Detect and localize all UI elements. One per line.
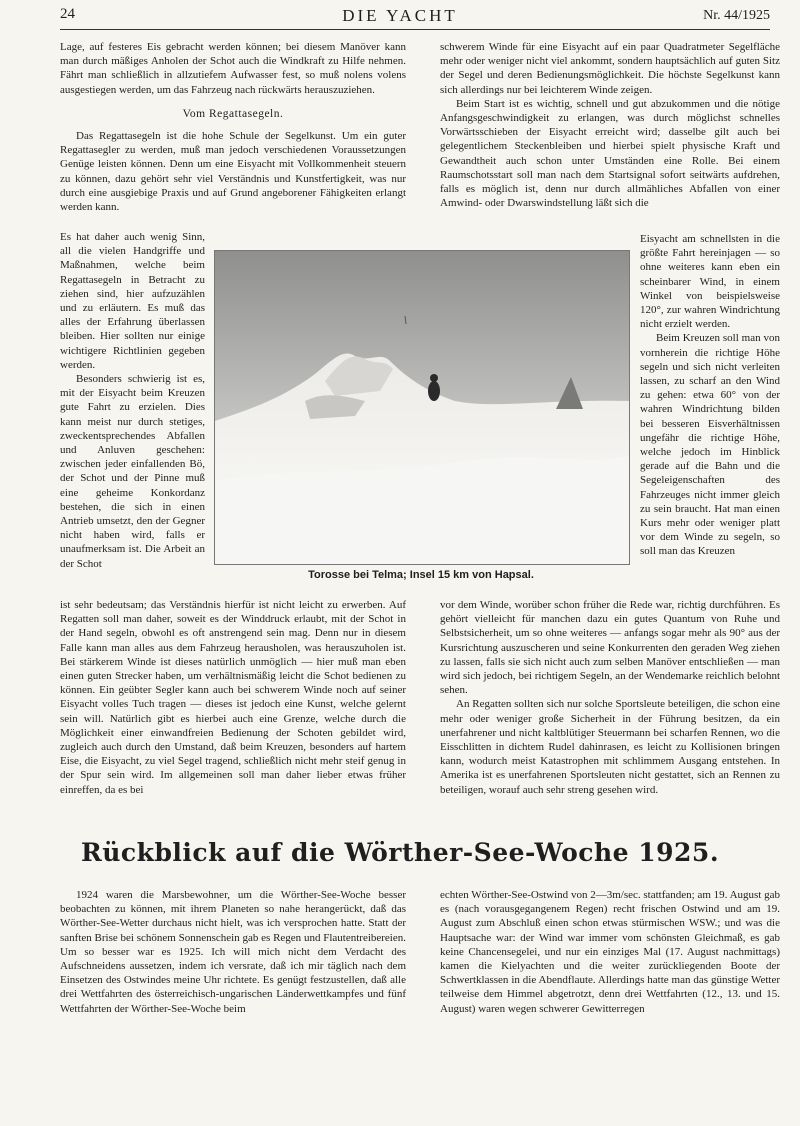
page-number: 24 bbox=[60, 6, 75, 22]
photo-caption: Torosse bei Telma; Insel 15 km von Hapsal. bbox=[308, 569, 534, 581]
paragraph: Eisyacht am schnellsten in die größte Fahrt hereinjagen — so ohne weiteres kann eben ein scheinbarer Wind, in einem Winkel von beispielsweise 120°, zur wahren Windrichtung nicht erzielt werden. bbox=[640, 233, 780, 331]
seated-person bbox=[428, 381, 440, 401]
right-column-top bbox=[440, 40, 780, 210]
article-title: Rückblick auf die Wörther-See-Woche 1925. bbox=[80, 838, 720, 867]
paragraph: Das Regattasegeln ist die hohe Schule der Segelkunst. Um ein guter Regattasegler zu werden, muß man jedoch verschiedenen Voraussetzungen Genüge leisten können. Denn um eine Eisyacht mit Vollkommenheit steuern zu können, dazu gehört sehr viel Verständnis und Kunstfertigkeit, was nur durch eine ausgiebige Praxis und auf Grund angeborener Fähigkeiten erlangt werden kann. bbox=[60, 130, 406, 214]
paragraph: ist sehr bedeutsam; das Verständnis hierfür ist nicht leicht zu erwerben. Auf Regatten soll man daher, soweit es der Winddruck erlaubt, mit der Schot in der Hand segeln, obwohl es oft anstrengend sein mag. Denn nur in diesem Falle kann man alles aus dem Fahrzeug herausholen, was herauszuholen ist. Bei stärkerem Winde ist dieses natürlich unmöglich — hier muß man eben einen guten Strecker haben, um verhältnismäßig leicht die Schot bedienen zu können. Ein geübter Segler kann auch bei schwerem Winde noch auf seiner Eisyacht volles Tuch tragen — dieses ist jedoch eine Kunst, welche gelernt sein will. Natürlich gibt es hierbei auch eine Grenze, welche durch die Möglichkeit einer einwandfreien Bedienung der Schoten gebildet wird, zugleich auch durch den Umstand, daß beim Kreuzen, besonders auf hartem Eise, die Eisyacht, zu viel Segel tragend, schließlich nicht mehr steif genug in der Spur sein wird. Im allgemeinen soll man daher lieber etwas früher einreffen, da es bei bbox=[60, 599, 406, 796]
left-narrow-column bbox=[60, 230, 205, 571]
paragraph: Beim Kreuzen soll man von vornherein die richtige Höhe segeln und sich nicht verleiten lassen, zu scharf an den Wind zu gehen: etwa 60° von der wahren Windrichtung bilden bei besseren Eisverhältnissen ungefähr die richtige Höhe, welche jedoch im Hinblick gerade auf die Bahn und die Segeleigenschaften des Fahrzeuges nicht immer gleich zu sein braucht. Hat man einen Kurs mehr oder weniger platt vor dem Winde zu segeln, so soll man das Kreuzen bbox=[640, 332, 780, 558]
header-rule bbox=[60, 29, 770, 30]
ice-ridge-photo bbox=[214, 250, 630, 565]
paragraph: Besonders schwierig ist es, mit der Eisyacht beim Kreuzen gute Fahrt zu erzielen. Dies kann meist nur durch stetiges, zweckentsprechendes Abfallen und Anluven geschehen: zwischen jeder einfallenden Bö, der Schot und der Pinne muß eine geheime Konkordanz bestehen, die sich in einen Antrieb umsetzt, den der Gegner nicht haben wird, falls er unaufmerksam ist. Die Arbeit an der Schot bbox=[60, 373, 205, 570]
article2-right-column bbox=[440, 888, 780, 1016]
article2-left-column bbox=[60, 888, 406, 1016]
paragraph: Beim Start ist es wichtig, schnell und gut abzukommen und die nötige Anfangsgeschwindigkeit zu erlangen, was durch möglichst schnelles Vorwärtsschieben der Eisyacht erreicht wird; dasselbe gilt auch bei gelegentlichem Steckenbleiben und hierbei spielt physische Kraft und Gewandtheit auch schon unter Umständen eine Rolle. Bei einem Raumschotsstart soll man nach dem Startsignal sofort seitwärts aufdrehen, falls es möglich ist, denn nur durch allmähliches Abfallen von einer Amwind- oder Dwarswindstellung läßt sich die bbox=[440, 97, 780, 210]
section-heading: Vom Regattasegeln. bbox=[182, 107, 284, 120]
paragraph: schwerem Winde für eine Eisyacht auf ein paar Quadratmeter Segelfläche mehr oder weniger nicht viel ankommt, sondern hauptsächlich auf guten Sitz der Segel und deren Bedienungsmöglichkeit. Die höchste Segelkunst kann sich allerdings nur bei leichterem Winde zeigen. bbox=[440, 41, 780, 96]
paragraph: An Regatten sollten sich nur solche Sportsleute beteiligen, die schon eine mehr oder weniger große Sicherheit in der Führung besitzen, da ein unerfahrener und nicht kaltblütiger Steuermann bei scharfen Rennen, wo die Eisschlitten in dichtem Rudel dahinrasen, es leicht zu Kollisionen bringen kann, wodurch meist Katastrophen mit schlimmem Ausgang entstehen. In Amerika ist es unerfahrenen Sportsleuten nicht gestattet, sich an Rennen zu beteiligen, worauf auch sehr streng gesehen wird. bbox=[440, 698, 780, 796]
issue-number: Nr. 44/1925 bbox=[703, 8, 770, 23]
right-column-lower bbox=[440, 598, 780, 797]
paragraph: echten Wörther-See-Ostwind von 2—3m/sec. stattfanden; am 19. August gab es (nach vorausgegangenem Regen) recht frischen Ostwind und am 19. August zum Abschluß einen schon etwas stürmischen WSW.; und was die Hauptsache war: der Wind war immer vom schönsten Gleichmaß, es gab keine Chancensegelei, und nur ein einziges Mal (17. August nachmittags) kamen die Kielyachten und die weiter zurückliegenden Boote der Schwertklassen in die Abendflaute. Allerdings hatte man das günstige Wetter teilweise dem Himmel abgetrotzt, denn drei Wettfahrten (12., 13. und 15. August) waren wegen schwerer Gewitterregen bbox=[440, 889, 780, 1015]
magazine-title: DIE YACHT bbox=[342, 6, 458, 25]
paragraph: vor dem Winde, worüber schon früher die Rede war, richtig durchführen. Es gehört vielleicht für manchen dazu ein gutes Quantum von Ruhe und Selbstsicherheit, um so ohne weiteres — anfangs sogar mehr als 90° aus der Kursrichtung auszuscheren und seine Konkurrenten den geraden Weg ziehen zu lassen, falls sie sich nicht auch zum selben Manöver entschließen — man wird sich jedoch, bei richtigem Segeln, an der Wendemarke reichlich belohnt sehen. bbox=[440, 599, 780, 697]
paragraph: 1924 waren die Marsbewohner, um die Wörther-See-Woche besser beobachten zu können, mit ihrem Planeten so nahe herangerückt, daß das Wörther-See-Wetter durchaus nicht hielt, was ich versprochen hatte. Statt der sanften Brise bei schönem Sonnenschein gab es Regen und Flautentreibereien. Um so besser war es 1925. Ich will mich nicht dem Verdacht des Aufschneidens aussetzen, indem ich versrate, daß ich mir täglich nach dem Einsetzen des Ostwindes meine Uhr richtete. Es genügt festzustellen, daß alle drei Wettfahrten des österreichisch-ungarischen Länderwettkampfes und fünf Wettfahrten der Wörther-See-Woche beim bbox=[60, 889, 406, 1015]
left-column-top bbox=[60, 40, 406, 214]
person-head bbox=[430, 374, 438, 382]
photo-illustration bbox=[215, 251, 629, 564]
left-column-lower bbox=[60, 598, 406, 797]
paragraph: Es hat daher auch wenig Sinn, all die vielen Handgriffe und Maßnahmen, welche beim Regattasegeln in Betracht zu ziehen sind, hier aufzuzählen und zu erläutern. Es muß das alles der Erfahrung überlassen bleiben. Hier sollten nur einige wichtigere Richtlinien gegeben werden. bbox=[60, 231, 205, 371]
right-narrow-column bbox=[640, 232, 780, 559]
paragraph: Lage, auf festeres Eis gebracht werden können; bei diesem Manöver kann man durch mäßiges Anholen der Schot auch die Windkraft zu Hilfe nehmen. Fährt man schließlich in allzutiefem Aufwasser fest, so muß nolens volens ausgestiegen werden, um das Fahrzeug nach rückwärts herauszuziehen. bbox=[60, 41, 406, 96]
